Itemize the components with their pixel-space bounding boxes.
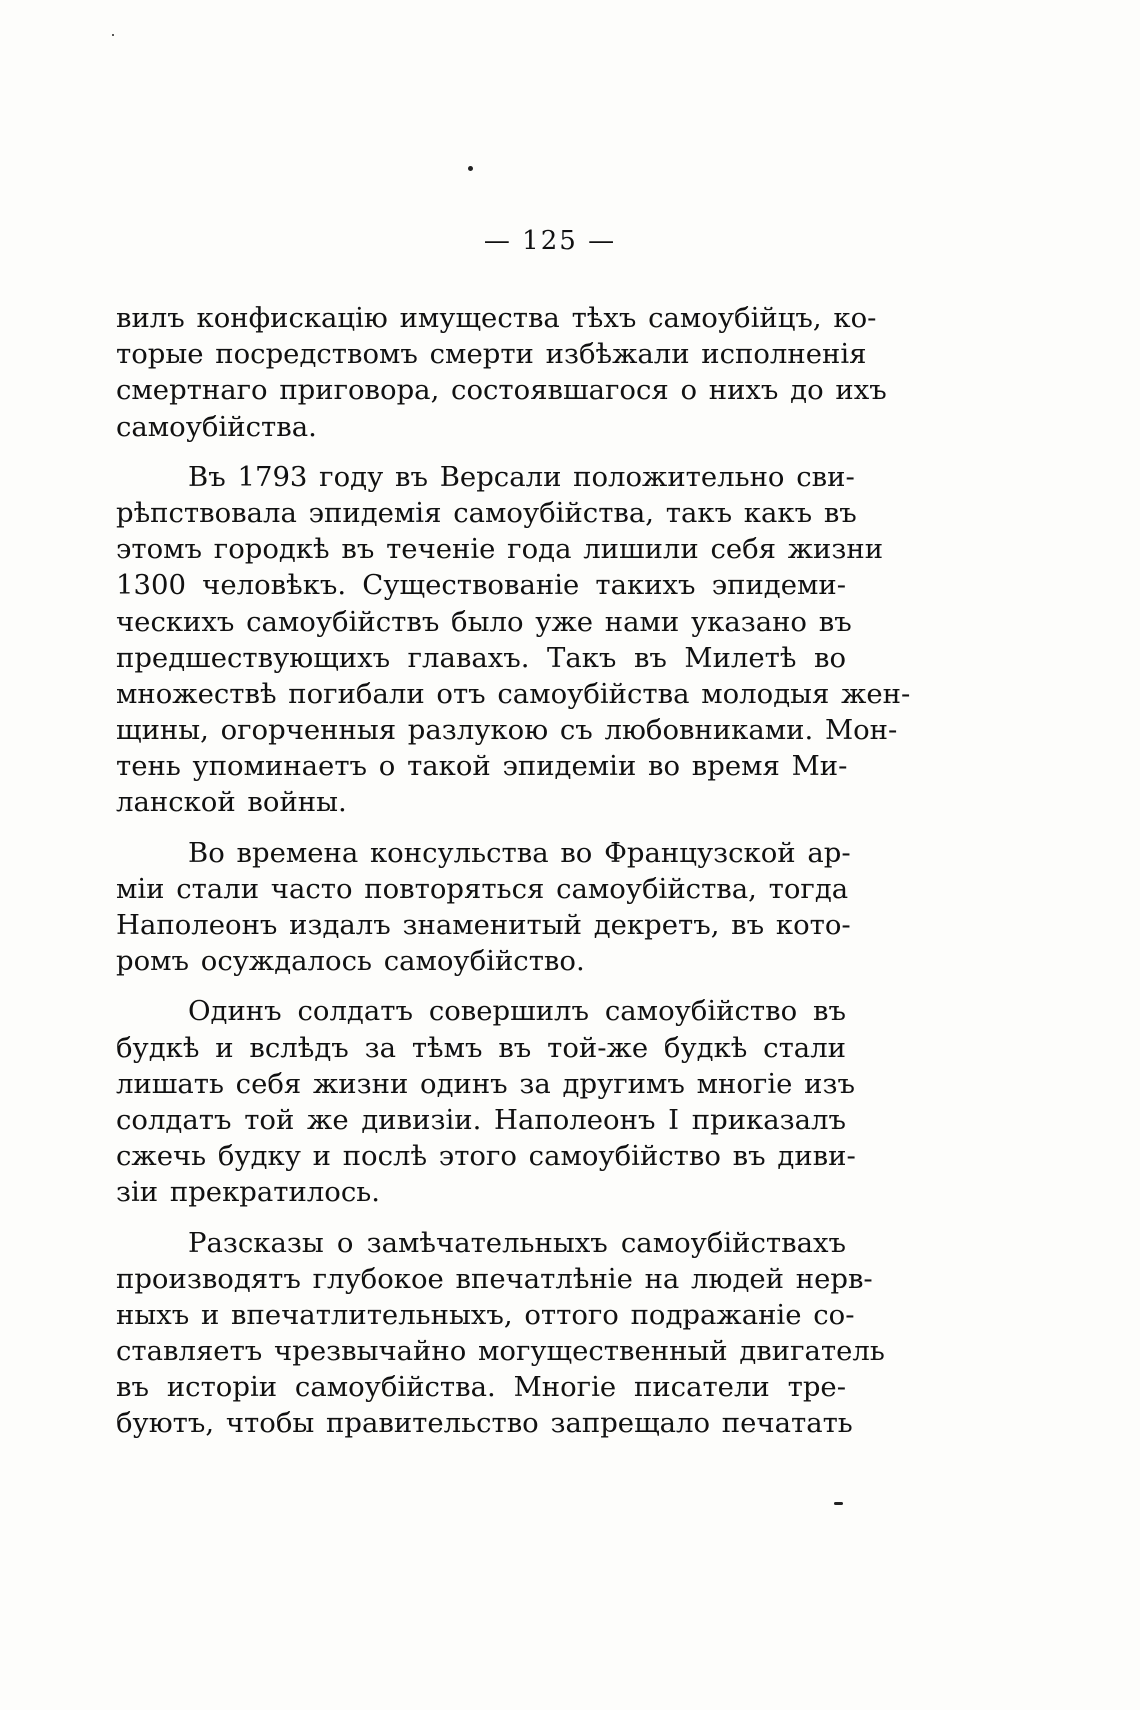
text-line: буютъ, чтобы правительство запрещало печатать bbox=[116, 1407, 853, 1440]
scan-speck bbox=[468, 166, 473, 171]
text-line: ланской войны. bbox=[116, 786, 347, 819]
paragraph bbox=[116, 1225, 885, 1442]
scan-speck bbox=[834, 1502, 843, 1505]
text-line: зіи прекратилось. bbox=[116, 1176, 380, 1209]
paragraph bbox=[116, 459, 911, 821]
text-line: самоубійства. bbox=[116, 410, 317, 443]
text-line: ставляетъ чрезвычайно могущественный двигатель bbox=[116, 1335, 885, 1368]
text-line: множествѣ погибали отъ самоубійства молодыя жен- bbox=[116, 677, 911, 710]
text-line: въ исторіи самоубійства. Многіе писатели тре- bbox=[116, 1371, 846, 1404]
text-line: смертнаго приговора, состоявшагося о нихъ до ихъ bbox=[116, 374, 887, 407]
text-line: Разсказы о замѣчательныхъ самоубійствахъ bbox=[188, 1226, 846, 1259]
text-line: лишать себя жизни одинъ за другимъ многіе изъ bbox=[116, 1067, 855, 1100]
text-line: 1300 человѣкъ. Существованіе такихъ эпидеми- bbox=[116, 569, 846, 602]
paragraph bbox=[116, 993, 856, 1210]
text-line: рѣпствовала эпидемія самоубійства, такъ какъ въ bbox=[116, 496, 857, 529]
body-text bbox=[116, 300, 911, 1442]
text-line: щины, огорченныя разлукою съ любовниками. Мон- bbox=[116, 714, 898, 747]
text-line: міи стали часто повторяться самоубійства, тогда bbox=[116, 872, 849, 905]
text-line: торые посредствомъ смерти избѣжали исполненія bbox=[116, 338, 867, 371]
text-line: Одинъ солдатъ совершилъ самоубійство въ bbox=[188, 995, 846, 1028]
page-number-header: — 125 — bbox=[483, 226, 617, 256]
text-line: солдатъ той же дивизіи. Наполеонъ I приказалъ bbox=[116, 1103, 846, 1136]
text-line: предшествующихъ главахъ. Такъ въ Милетѣ во bbox=[116, 641, 846, 674]
text-line: ческихъ самоубійствъ было уже нами указано въ bbox=[116, 605, 852, 638]
text-line: этомъ городкѣ въ теченіе года лишили себя жизни bbox=[116, 533, 884, 566]
text-line: Наполеонъ издалъ знаменитый декретъ, въ кото- bbox=[116, 909, 851, 941]
text-line: вилъ конфискацію имущества тѣхъ самоубійцъ, ко- bbox=[116, 302, 877, 334]
scan-speck bbox=[112, 34, 114, 36]
text-line: сжечь будку и послѣ этого самоубійство въ диви- bbox=[116, 1140, 856, 1173]
text-line: Во времена консульства во Французской ар- bbox=[188, 836, 851, 869]
text-line: ныхъ и впечатлительныхъ, оттого подражаніе со- bbox=[116, 1298, 855, 1331]
paragraph bbox=[116, 300, 887, 445]
text-line: Въ 1793 году въ Версали положительно сви- bbox=[188, 460, 855, 493]
text-line: ромъ осуждалось самоубійство. bbox=[116, 945, 585, 978]
text-line: будкѣ и вслѣдъ за тѣмъ въ той-же будкѣ стали bbox=[116, 1031, 846, 1064]
text-line: тень упоминаетъ о такой эпидеміи во время Ми- bbox=[116, 750, 848, 783]
paragraph bbox=[116, 835, 851, 980]
text-line: производятъ глубокое впечатлѣніе на людей нерв- bbox=[116, 1262, 873, 1295]
